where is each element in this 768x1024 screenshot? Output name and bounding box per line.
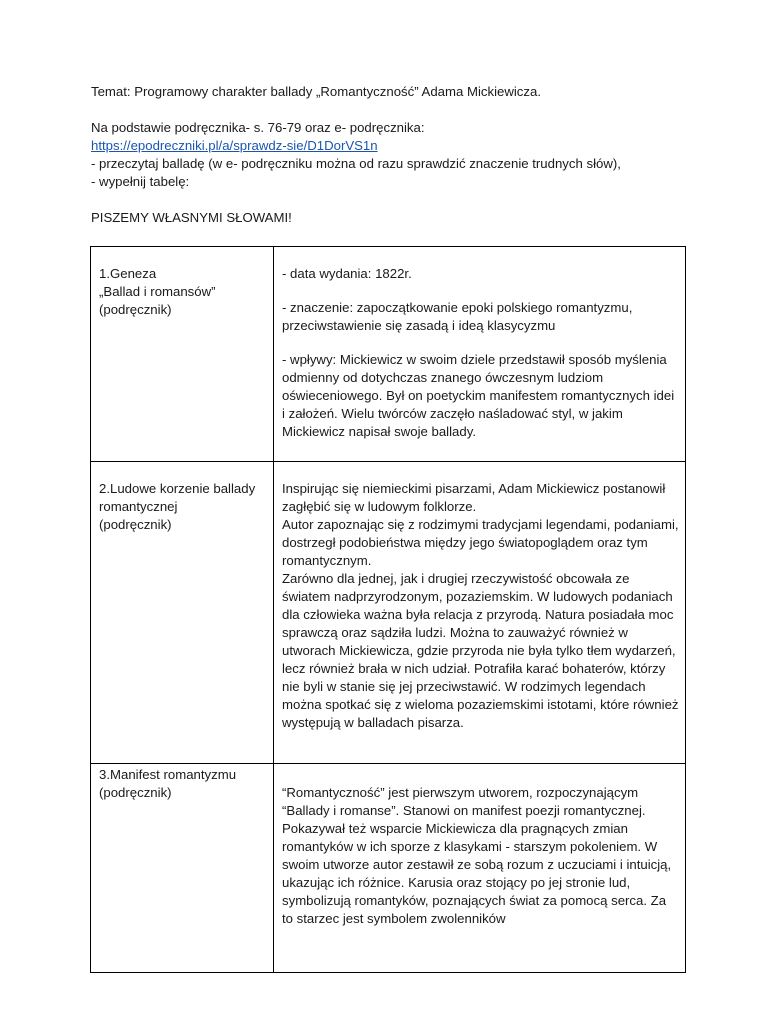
task-fill: - wypełnij tabelę: <box>91 174 190 189</box>
intro-section <box>91 83 711 227</box>
row3-label-cell: 3.Manifest romantyzmu (podręcznik) <box>91 764 274 973</box>
significance-text: - znaczenie: zapoczątkowanie epoki polskiego romantyzmu, przeciwstawienie się zasadą i ideą klasycyzmu <box>282 300 633 333</box>
table-row <box>91 462 686 764</box>
instruction-line: PISZEMY WŁASNYMI SŁOWAMI! <box>91 210 292 225</box>
row1-content-cell <box>274 247 686 462</box>
table-row <box>91 247 686 462</box>
epodreczniki-link[interactable]: https://epodreczniki.pl/a/sprawdz-sie/D1DorVS1n <box>91 138 378 153</box>
row2-label-cell: 2.Ludowe korzenie ballady romantycznej (podręcznik) <box>91 462 274 764</box>
basis-line: Na podstawie podręcznika- s. 76-79 oraz e- podręcznika: <box>91 120 425 135</box>
task-read: - przeczytaj balladę (w e- podręczniku można od razu sprawdzić znaczenie trudnych słów), <box>91 156 621 171</box>
influence-text: - wpływy: Mickiewicz w swoim dziele przedstawił sposób myślenia odmienny od dotychczas znanego ówczesnym ludziom oświeceniowego. Był on poetyckim manifestem romantycznych idei i założeń. Wielu twórców zaczęło naśladować styl, w jakim Mickiewicz napisał swoje ballady. <box>282 352 675 439</box>
date-text: - data wydania: 1822r. <box>282 266 412 281</box>
row3-content-cell: “Romantyczność” jest pierwszym utworem, rozpoczynającym “Ballady i romanse”. Stanowi on manifest poezji romantycznej. Pokazywał też wsparcie Mickiewicza dla pragnących zmian romantyków w ich sporze z klasykami - starszym pokoleniem. W swoim utworze autor zestawił ze sobą rozum z uczuciami i intuicją, ukazując ich różnice. Karusia oraz stojący po jej stronie lud, symbolizują romantyków, poznających świat za pomocą serca. Za to starzec jest symbolem zwolenników <box>274 764 686 973</box>
topic-line: Temat: Programowy charakter ballady „Romantyczność” Adama Mickiewicza. <box>91 84 541 99</box>
ballad-table <box>90 246 686 973</box>
row2-content-cell: Inspirując się niemieckimi pisarzami, Adam Mickiewicz postanowił zagłębić się w ludowym folklorze. Autor zapoznając się z rodzimymi tradycjami legendami, podaniami, dostrzegł podobieństwa między jego światopoglądem oraz tym romantycznym. Zarówno dla jednej, jak i drugiej rzeczywistość obcowała ze światem nadprzyrodzonym, pozaziemskim. W ludowych podaniach dla człowieka ważna była relacja z przyrodą. Natura posiadała moc sprawczą oraz sądziła ludzi. Można to zauważyć również w utworach Mickiewicza, gdzie przyroda nie była tylko tłem wydarzeń, lecz również brała w nich udział. Potrafiła karać bohaterów, którzy nie byli w stanie się jej przeciwstawić. W rodzimych legendach można spotkać się z wieloma pozaziemskimi istotami, które również występują w balladach pisarza. <box>274 462 686 764</box>
table-row <box>91 764 686 973</box>
row1-label-cell: 1.Geneza „Ballad i romansów” (podręcznik) <box>91 247 274 462</box>
